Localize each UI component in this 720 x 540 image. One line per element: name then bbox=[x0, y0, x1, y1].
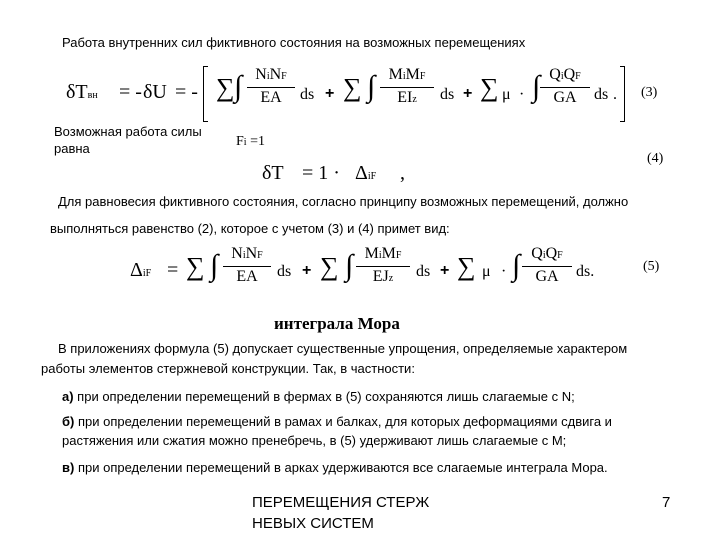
eq3-fraction-1: NiNF EA bbox=[247, 66, 295, 107]
eq5-sum-3: ∑ bbox=[457, 252, 476, 281]
eq3-period: . bbox=[613, 86, 617, 103]
eq3-fraction-2: MiMF EIz bbox=[380, 66, 434, 109]
eq5-fraction-2: MiMF EJz bbox=[356, 245, 410, 288]
page-number: 7 bbox=[662, 494, 671, 511]
section-title: Работа внутренних сил фиктивного состояния на возможных перемещениях bbox=[62, 35, 526, 50]
possible-work-line2: равна bbox=[54, 141, 90, 156]
footer-title: ПЕРЕМЕЩЕНИЯ СТЕРЖ НЕВЫХ СИСТЕМ bbox=[252, 494, 430, 532]
eq3-label: (3) bbox=[641, 85, 658, 100]
eq5-fraction-1: NiNF EA bbox=[223, 245, 271, 286]
eq3-open-bracket bbox=[203, 66, 208, 122]
eq5-mu: μ bbox=[482, 263, 491, 280]
eq5-label: (5) bbox=[643, 259, 660, 274]
condition-Fi-equals-1: Fi =1 bbox=[236, 134, 265, 149]
eq3-integral-3: ∫ bbox=[532, 70, 541, 103]
eq5-equals: = bbox=[167, 259, 179, 281]
paragraph-equilibrium-line1: Для равновесия фиктивного состояния, согласно принципу возможных перемещений, должно bbox=[58, 194, 629, 209]
eq3-integral-2: ∫ bbox=[367, 70, 376, 103]
possible-work-line1: Возможная работа силы bbox=[54, 124, 202, 139]
list-item-b-continuation: растяжения или сжатия можно пренебречь, в (5) удерживают лишь слагаемые с M; bbox=[62, 433, 567, 448]
eq5-lhs: ΔiF bbox=[130, 259, 152, 281]
eq4-equals-one: = 1 · bbox=[302, 162, 340, 184]
eq3-plus-2: + bbox=[463, 85, 473, 102]
eq5-integral-3: ∫ bbox=[512, 249, 521, 282]
eq3-equals-minus-2: = - bbox=[175, 81, 198, 103]
eq5-plus-2: + bbox=[440, 262, 450, 279]
eq5-ds-end: ds. bbox=[576, 263, 595, 280]
list-item-a: а) при определении перемещений в фермах в (5) сохраняются лишь слагаемые с N; bbox=[62, 389, 575, 404]
eq3-integral-1: ∫ bbox=[234, 70, 243, 103]
eq3-ds-1: ds bbox=[300, 86, 315, 103]
eq5-sum-1: ∑ bbox=[186, 252, 205, 281]
eq4-lhs: δT bbox=[262, 162, 284, 184]
eq3-lhs: δTвн bbox=[66, 81, 98, 103]
paragraph-equilibrium-line2: выполняться равенство (2), которое с учетом (3) и (4) примет вид: bbox=[50, 221, 450, 236]
eq3-sum-1: ∑ bbox=[216, 73, 235, 102]
eq3-deltaU: δU bbox=[143, 81, 167, 103]
eq5-ds-1: ds bbox=[277, 263, 292, 280]
mohr-integral-title: интеграла Мора bbox=[274, 314, 400, 333]
eq3-fraction-3: QiQF GA bbox=[540, 66, 590, 107]
eq5-fraction-3: QiQF GA bbox=[522, 245, 572, 286]
eq5-ds-2: ds bbox=[416, 263, 431, 280]
eq5-sum-2: ∑ bbox=[320, 252, 339, 281]
eq5-dot: · bbox=[501, 263, 507, 280]
eq4-delta: ΔiF bbox=[355, 162, 377, 184]
eq3-plus-1: + bbox=[325, 85, 335, 102]
eq3-ds-2: ds bbox=[440, 86, 455, 103]
list-item-b: б) при определении перемещений в рамах и балках, для которых деформациями сдвига и bbox=[62, 414, 612, 429]
paragraph-applications-line1: В приложениях формула (5) допускает существенные упрощения, определяемые характером bbox=[58, 341, 628, 356]
eq5-plus-1: + bbox=[302, 262, 312, 279]
eq3-mu: μ bbox=[502, 86, 511, 103]
paragraph-applications-line2: работы элементов стержневой конструкции. Так, в частности: bbox=[41, 361, 415, 376]
eq4-comma: , bbox=[400, 162, 405, 184]
eq3-close-bracket bbox=[620, 66, 625, 122]
eq3-equals-minus-1: = - bbox=[119, 81, 142, 103]
eq4-label: (4) bbox=[647, 151, 664, 166]
eq3-sum-2: ∑ bbox=[343, 73, 362, 102]
eq3-ds-3: ds bbox=[594, 86, 609, 103]
eq3-dot: · bbox=[519, 86, 525, 103]
eq5-integral-2: ∫ bbox=[345, 249, 354, 282]
list-item-c: в) при определении перемещений в арках удерживаются все слагаемые интеграла Мора. bbox=[62, 460, 608, 475]
eq5-integral-1: ∫ bbox=[210, 249, 219, 282]
eq3-sum-3: ∑ bbox=[480, 73, 499, 102]
